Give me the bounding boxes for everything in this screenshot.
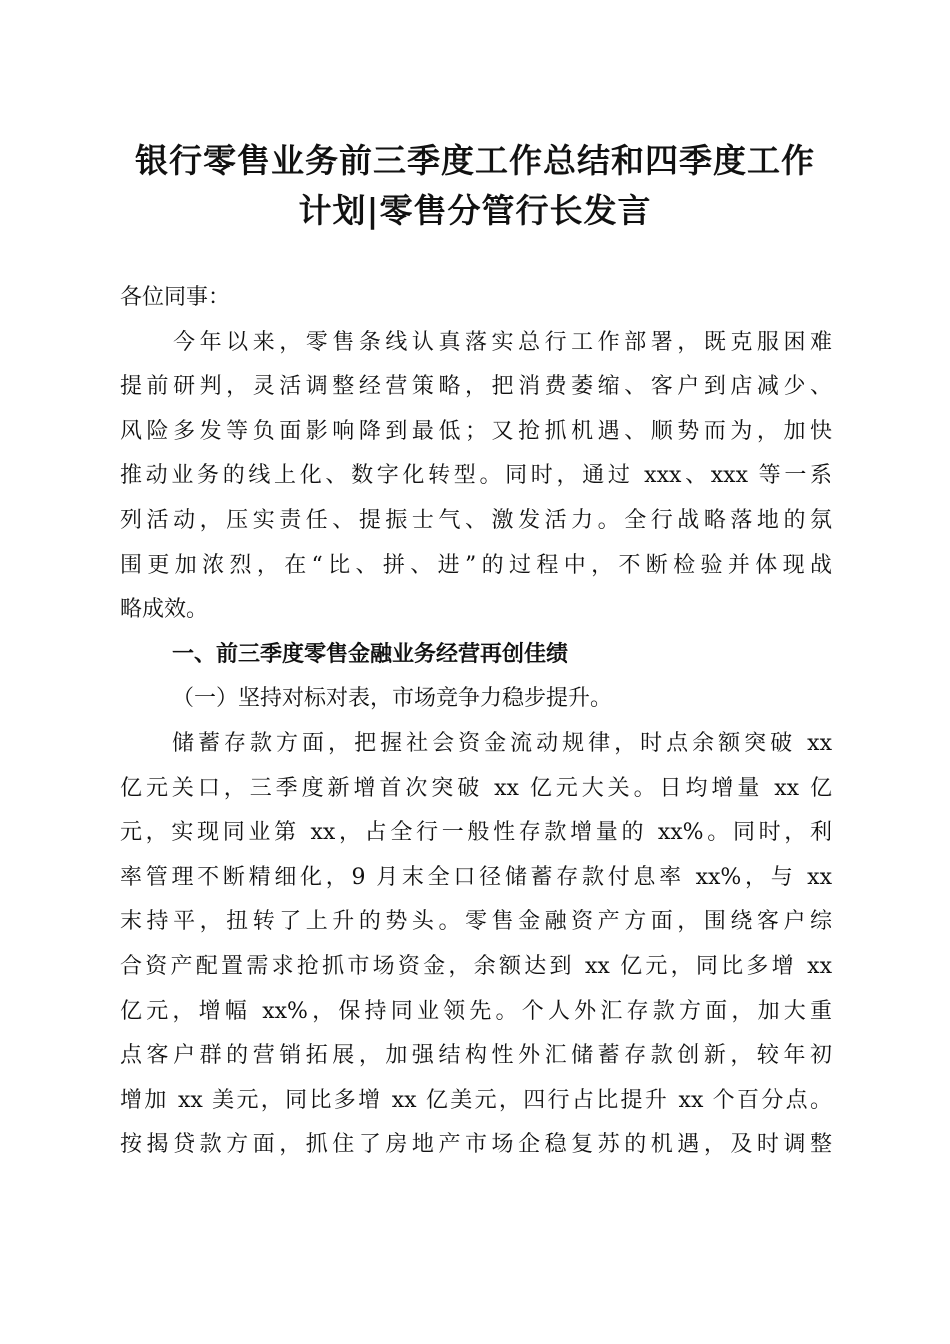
- detail-line: 储蓄存款方面，把握社会资金流动规律，时点余额突破 xx: [120, 730, 832, 756]
- intro-line: 围更加浓烈，在“比、拼、进”的过程中，不断检验并体现战: [120, 552, 832, 578]
- detail-line: 亿元，增幅 xx%，保持同业领先。个人外汇存款方面，加大重: [120, 998, 832, 1024]
- document-body: [120, 276, 832, 1168]
- detail-line: 元，实现同业第 xx，占全行一般性存款增量的 xx%。同时，利: [120, 820, 832, 846]
- intro-line: 今年以来，零售条线认真落实总行工作部署，既克服困难: [120, 329, 832, 355]
- intro-line: 风险多发等负面影响降到最低；又抢抓机遇、顺势而为，加快: [120, 418, 832, 444]
- section-heading: 一、前三季度零售金融业务经营再创佳绩: [172, 641, 569, 667]
- subsection-heading: （一）坚持对标对表，市场竞争力稳步提升。: [172, 686, 613, 712]
- title-line-1: 银行零售业务前三季度工作总结和四季度工作: [135, 141, 815, 180]
- intro-line: 推动业务的线上化、数字化转型。同时，通过 xxx、xxx 等一系: [120, 463, 832, 489]
- detail-line: 合资产配置需求抢抓市场资金，余额达到 xx 亿元，同比多增 xx: [120, 953, 832, 979]
- intro-line: 列活动，压实责任、提振士气、激发活力。全行战略落地的氛: [120, 507, 832, 533]
- greeting-paragraph: [120, 276, 832, 321]
- detail-paragraph: [120, 722, 832, 1168]
- detail-line: 末持平，扭转了上升的势头。零售金融资产方面，围绕客户综: [120, 909, 832, 935]
- detail-line: 增加 xx 美元，同比多增 xx 亿美元，四行占比提升 xx 个百分点。: [120, 1087, 832, 1113]
- intro-line: 略成效。: [120, 597, 209, 623]
- detail-line: 率管理不断精细化，9 月末全口径储蓄存款付息率 xx%，与 xx: [120, 864, 832, 890]
- detail-line: 点客户群的营销拓展，加强结构性外汇储蓄存款创新，较年初: [120, 1043, 832, 1069]
- greeting-text: 各位同事：: [120, 285, 231, 310]
- detail-line: 亿元关口，三季度新增首次突破 xx 亿元大关。日均增量 xx 亿: [120, 775, 832, 801]
- detail-line: 按揭贷款方面，抓住了房地产市场企稳复苏的机遇，及时调整: [120, 1132, 832, 1158]
- title-line-2: 计划|零售分管行长发言: [298, 191, 652, 230]
- intro-paragraph: [120, 321, 832, 633]
- document-title: [100, 136, 850, 236]
- intro-line: 提前研判，灵活调整经营策略，把消费萎缩、客户到店减少、: [120, 374, 832, 400]
